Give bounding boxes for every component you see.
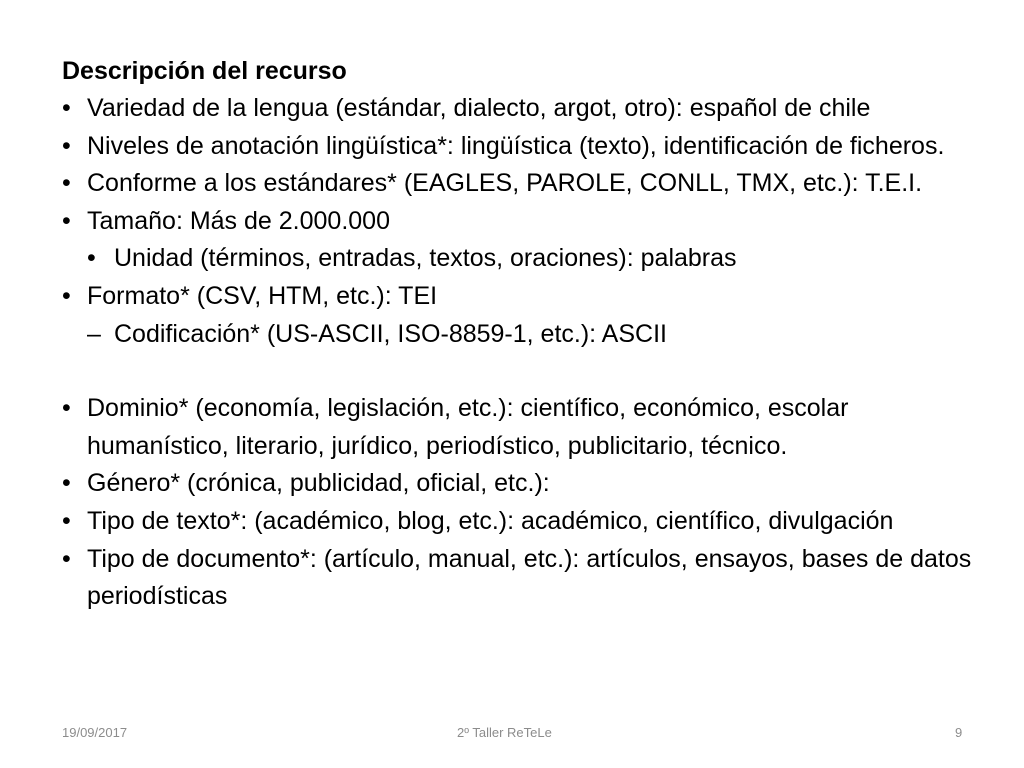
bullet-text: Codificación* (US-ASCII, ISO-8859-1, etc.): ASCII — [114, 319, 667, 348]
footer-title: 2º Taller ReTeLe — [457, 725, 552, 740]
bullet-icon: • — [62, 281, 71, 310]
bullet-icon: • — [62, 131, 71, 160]
bullet-text: Unidad (términos, entradas, textos, oraciones): palabras — [114, 244, 737, 273]
footer-date: 19/09/2017 — [62, 725, 128, 740]
bullet-text: Formato* (CSV, HTM, etc.): TEI — [87, 281, 438, 310]
slide-title: Descripción del recurso — [62, 57, 347, 85]
sub-bullet-item-unidad — [62, 240, 982, 278]
bullet-item-tamano — [62, 203, 982, 241]
bullet-item-tipo-documento — [62, 541, 982, 616]
bullet-icon: • — [62, 94, 71, 122]
bullet-icon: • — [62, 206, 71, 235]
bullet-icon: • — [62, 469, 71, 498]
bullet-item-conforme — [62, 165, 982, 203]
bullet-item-niveles — [62, 128, 982, 166]
slide-body — [62, 52, 982, 616]
bullet-icon: • — [62, 506, 71, 535]
bullet-item-formato — [62, 278, 982, 316]
spacer — [62, 353, 982, 390]
bullet-text: Género* (crónica, publicidad, oficial, etc.): — [87, 469, 550, 498]
slide-number: 9 — [955, 725, 963, 740]
bullet-item-genero — [62, 465, 982, 503]
bullet-text: Conforme a los estándares* (EAGLES, PAROLE, CONLL, TMX, etc.): T.E.I. — [87, 169, 923, 198]
bullet-text: Tipo de texto*: (académico, blog, etc.): académico, científico, divulgación — [87, 506, 894, 535]
bullet-text: Dominio* (economía, legislación, etc.): científico, económico, escolar humanístico, literario, jurídico, periodístico, publicitario, técnico. — [87, 394, 849, 460]
bullet-icon: • — [62, 169, 71, 198]
bullet-item-dominio — [62, 390, 982, 465]
bullet-item-tipo-texto — [62, 503, 982, 541]
bullet-icon: • — [62, 394, 71, 423]
bullet-text: Variedad de la lengua (estándar, dialecto, argot, otro): español de chile — [87, 94, 871, 122]
bullet-text: Tamaño: Más de 2.000.000 — [87, 206, 390, 235]
bullet-item-variedad — [62, 90, 982, 128]
bullet-icon: • — [87, 244, 96, 273]
bullet-text: Tipo de documento*: (artículo, manual, etc.): artículos, ensayos, bases de datos periodísticas — [87, 544, 972, 611]
bullet-text: Niveles de anotación lingüística*: lingüística (texto), identificación de ficheros. — [87, 131, 945, 160]
dash-icon: – — [87, 319, 101, 348]
dash-item-codificacion — [62, 316, 982, 354]
bullet-icon: • — [62, 544, 71, 573]
